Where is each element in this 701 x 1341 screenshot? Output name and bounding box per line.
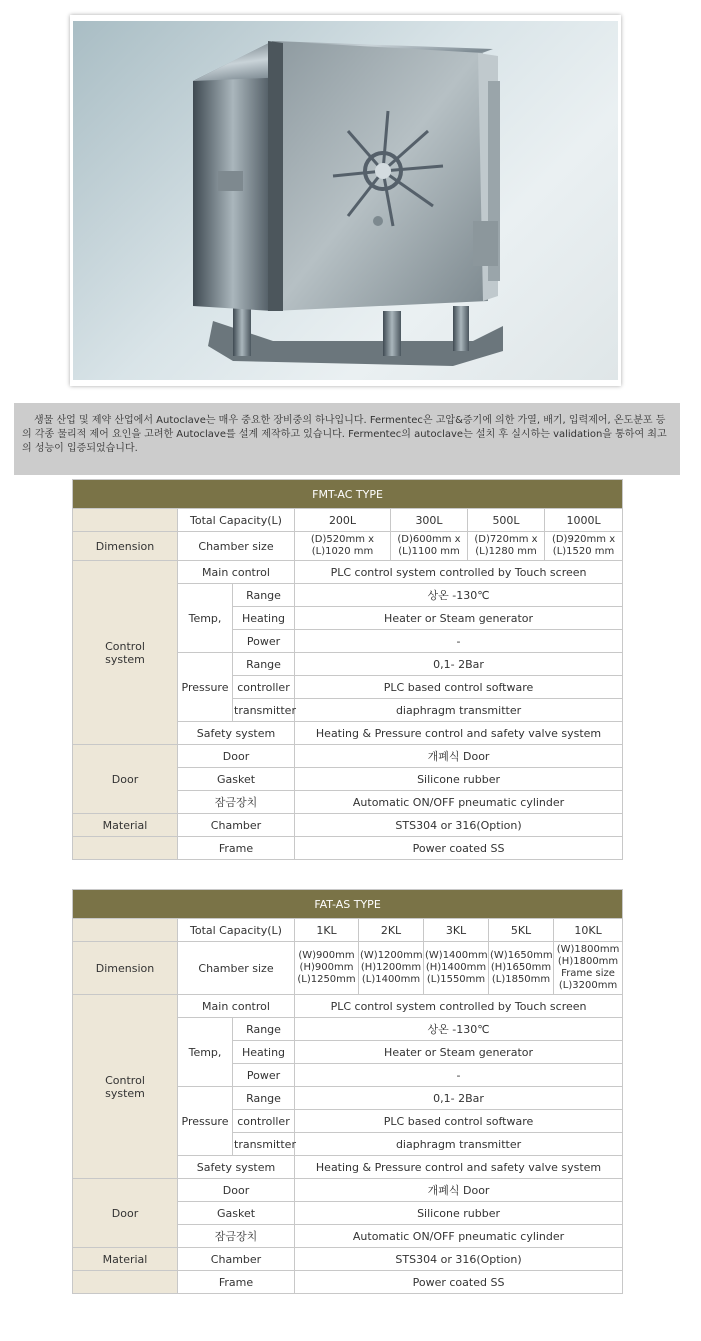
gasket-label: Gasket xyxy=(178,1202,295,1225)
temp-range-value: 상온 -130℃ xyxy=(295,1018,623,1041)
main-control-value: PLC control system controlled by Touch screen xyxy=(295,561,623,584)
frame-value: Power coated SS xyxy=(295,837,623,860)
capacity-value: 10KL xyxy=(554,919,623,942)
control-system-label: Control system xyxy=(73,561,178,745)
power-value: - xyxy=(295,630,623,653)
heating-label: Heating xyxy=(233,607,295,630)
chamber-value: STS304 or 316(Option) xyxy=(295,1248,623,1271)
gasket-value: Silicone rubber xyxy=(295,768,623,791)
table-title: FMT-AC TYPE xyxy=(73,480,623,509)
capacity-value: 3KL xyxy=(424,919,489,942)
capacity-label: Total Capacity(L) xyxy=(178,509,295,532)
transmitter-label: transmitter xyxy=(233,1133,295,1156)
pressure-range-value: 0,1- 2Bar xyxy=(295,653,623,676)
empty-header-cell xyxy=(73,509,178,532)
fat-as-spec-table xyxy=(72,889,623,1294)
chamber-size-value: (W)1200mm (H)1200mm (L)1400mm xyxy=(359,942,424,995)
heating-value: Heater or Steam generator xyxy=(295,607,623,630)
autoclave-photo xyxy=(73,21,618,380)
power-label: Power xyxy=(233,630,295,653)
capacity-value: 5KL xyxy=(489,919,554,942)
empty-material-cell xyxy=(73,1271,178,1294)
temp-range-value: 상온 -130℃ xyxy=(295,584,623,607)
dimension-label: Dimension xyxy=(73,532,178,561)
gasket-label: Gasket xyxy=(178,768,295,791)
product-photo-frame xyxy=(70,15,621,386)
range-label: Range xyxy=(233,1018,295,1041)
capacity-value: 500L xyxy=(468,509,545,532)
heating-label: Heating xyxy=(233,1041,295,1064)
chamber-size-label: Chamber size xyxy=(178,532,295,561)
heating-value: Heater or Steam generator xyxy=(295,1041,623,1064)
door-section-label: Door xyxy=(73,1179,178,1248)
capacity-value: 1KL xyxy=(295,919,359,942)
gasket-value: Silicone rubber xyxy=(295,1202,623,1225)
controller-value: PLC based control software xyxy=(295,1110,623,1133)
controller-value: PLC based control software xyxy=(295,676,623,699)
chamber-label: Chamber xyxy=(178,1248,295,1271)
capacity-value: 300L xyxy=(391,509,468,532)
table-title: FAT-AS TYPE xyxy=(73,890,623,919)
lock-label: 잠금장치 xyxy=(178,1225,295,1248)
chamber-size-value: (D)520mm x (L)1020 mm xyxy=(295,532,391,561)
material-label: Material xyxy=(73,1248,178,1271)
chamber-size-value: (D)600mm x (L)1100 mm xyxy=(391,532,468,561)
capacity-label: Total Capacity(L) xyxy=(178,919,295,942)
controller-label: controller xyxy=(233,1110,295,1133)
transmitter-value: diaphragm transmitter xyxy=(295,699,623,722)
chamber-value: STS304 or 316(Option) xyxy=(295,814,623,837)
transmitter-label: transmitter xyxy=(233,699,295,722)
door-value: 개폐식 Door xyxy=(295,745,623,768)
lock-value: Automatic ON/OFF pneumatic cylinder xyxy=(295,1225,623,1248)
frame-label: Frame xyxy=(178,837,295,860)
capacity-value: 2KL xyxy=(359,919,424,942)
temp-label: Temp, xyxy=(178,1018,233,1087)
main-control-label: Main control xyxy=(178,995,295,1018)
empty-material-cell xyxy=(73,837,178,860)
frame-value: Power coated SS xyxy=(295,1271,623,1294)
range-label: Range xyxy=(233,1087,295,1110)
chamber-size-value: (W)1650mm (H)1650mm (L)1850mm xyxy=(489,942,554,995)
material-label: Material xyxy=(73,814,178,837)
transmitter-value: diaphragm transmitter xyxy=(295,1133,623,1156)
safety-label: Safety system xyxy=(178,1156,295,1179)
safety-value: Heating & Pressure control and safety valve system xyxy=(295,1156,623,1179)
power-label: Power xyxy=(233,1064,295,1087)
chamber-label: Chamber xyxy=(178,814,295,837)
door-row-label: Door xyxy=(178,745,295,768)
capacity-value: 1000L xyxy=(545,509,623,532)
empty-header-cell xyxy=(73,919,178,942)
door-value: 개폐식 Door xyxy=(295,1179,623,1202)
range-label: Range xyxy=(233,584,295,607)
main-control-value: PLC control system controlled by Touch screen xyxy=(295,995,623,1018)
fmt-ac-spec-table xyxy=(72,479,623,860)
pressure-label: Pressure xyxy=(178,1087,233,1156)
control-system-label: Control system xyxy=(73,995,178,1179)
dimension-label: Dimension xyxy=(73,942,178,995)
door-row-label: Door xyxy=(178,1179,295,1202)
intro-paragraph: 생물 산업 및 제약 산업에서 Autoclave는 매우 중요한 장비중의 하나입니다. Fermentec은 고압&증기에 의한 가열, 배기, 입력제어, 온도분포 등의 각종 물리적 제어 요인을 고려한 Autoclave를 설계 제작하고 있습니다. Fermentec의 autoclave는 설치 후 실시하는 validation을 통하여 최고의 성능이 입증되었습니다. xyxy=(14,403,680,475)
chamber-size-value: (W)1800mm (H)1800mm Frame size (L)3200mm xyxy=(554,942,623,995)
chamber-size-label: Chamber size xyxy=(178,942,295,995)
safety-value: Heating & Pressure control and safety valve system xyxy=(295,722,623,745)
pressure-range-value: 0,1- 2Bar xyxy=(295,1087,623,1110)
door-section-label: Door xyxy=(73,745,178,814)
range-label: Range xyxy=(233,653,295,676)
chamber-size-value: (D)920mm x (L)1520 mm xyxy=(545,532,623,561)
controller-label: controller xyxy=(233,676,295,699)
safety-label: Safety system xyxy=(178,722,295,745)
chamber-size-value: (W)1400mm (H)1400mm (L)1550mm xyxy=(424,942,489,995)
lock-label: 잠금장치 xyxy=(178,791,295,814)
temp-label: Temp, xyxy=(178,584,233,653)
chamber-size-value: (D)720mm x (L)1280 mm xyxy=(468,532,545,561)
autoclave-illustration xyxy=(73,21,618,380)
power-value: - xyxy=(295,1064,623,1087)
main-control-label: Main control xyxy=(178,561,295,584)
frame-label: Frame xyxy=(178,1271,295,1294)
lock-value: Automatic ON/OFF pneumatic cylinder xyxy=(295,791,623,814)
chamber-size-value: (W)900mm (H)900mm (L)1250mm xyxy=(295,942,359,995)
pressure-label: Pressure xyxy=(178,653,233,722)
capacity-value: 200L xyxy=(295,509,391,532)
